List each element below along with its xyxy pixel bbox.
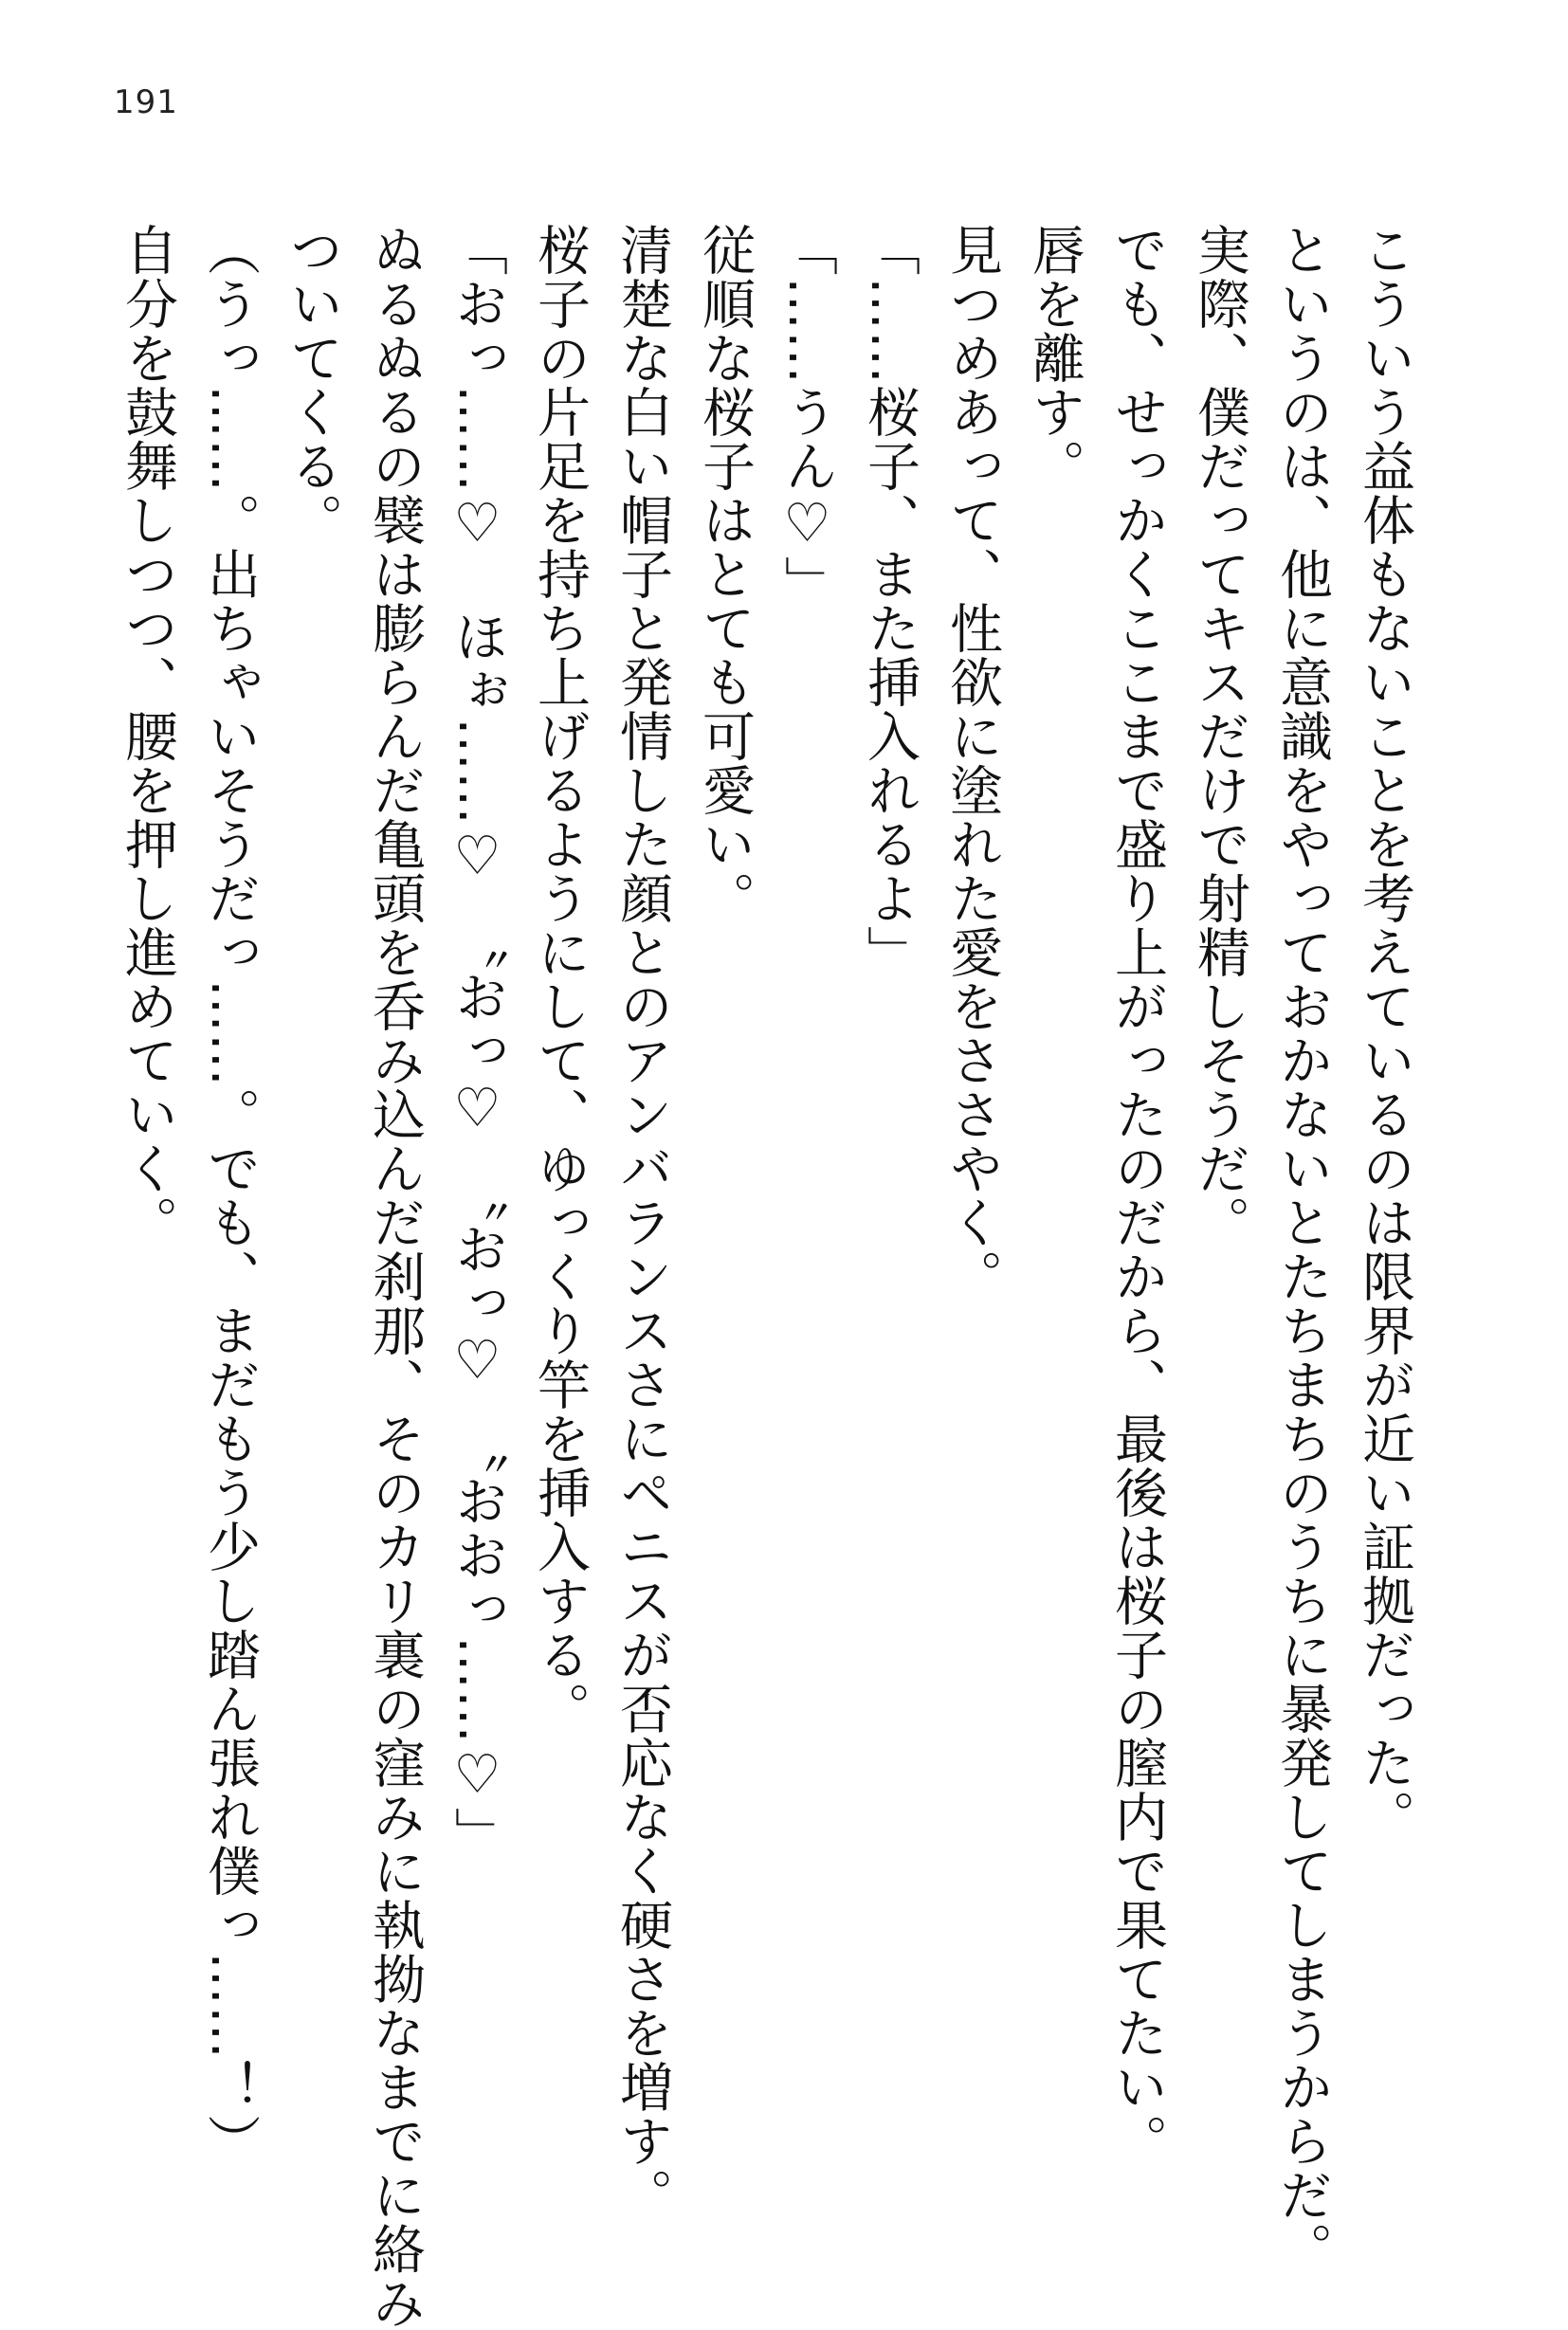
text-line: 実際、僕だってキスだけで射精しそうだ。 [1189,223,1250,1249]
dialogue-line: 「おっ……♡ ほぉ……♡ 〝おっ♡ 〝おっ♡ 〝おおっ……♡」 [447,223,508,1861]
text-line: 自分を鼓舞しつつ、腰を押し進めていく。 [117,223,178,1249]
text-line: こういう益体もないことを考えているのは限界が近い証拠だった。 [1354,223,1415,1844]
dialogue-line: 「……桜子、また挿入れるよ」 [859,223,921,979]
text-line: ついてくる。 [282,223,343,547]
text-line: 清楚な白い帽子と発情した顔とのアンバランスさにペニスが否応なく硬さを増す。 [611,223,673,2222]
vertical-text-body [106,223,1426,2330]
text-line: というのは、他に意識をやっておかないとたちまちのうちに暴発してしまうからだ。 [1271,223,1333,2276]
dialogue-line: 「……うん♡」 [776,223,838,610]
thought-line: （うっ……。出ちゃいそうだっ……。でも、まだもう少し踏ん張れ僕っ……！） [199,223,261,2168]
text-line: 桜子の片足を持ち上げるようにして、ゆっくり竿を挿入する。 [529,223,591,1736]
text-line: ぬるぬるの襞は膨らんだ亀頭を呑み込んだ刹那、そのカリ裏の窪みに執拗なまでに絡み [364,223,426,2330]
text-line: 従順な桜子はとても可愛い。 [694,223,756,925]
text-line: 見つめあって、性欲に塗れた愛をささやく。 [941,223,1003,1303]
page-number: 191 [114,83,178,121]
text-line: でも、せっかくここまで盛り上がったのだから、最後は桜子の膣内で果てたい。 [1106,223,1168,2168]
text-line: 唇を離す。 [1024,223,1085,493]
